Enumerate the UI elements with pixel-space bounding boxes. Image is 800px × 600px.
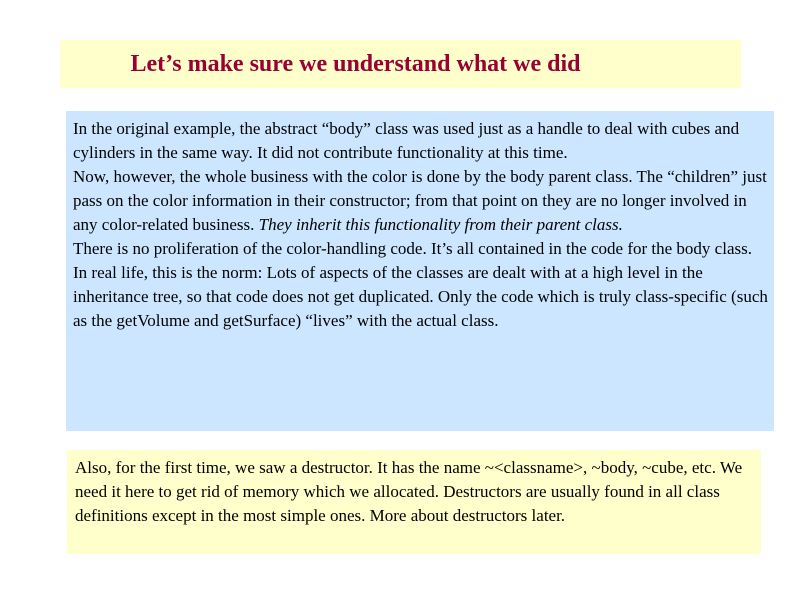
title-banner [60,40,741,88]
destructor-note-box [67,450,761,554]
paragraph-real-life: In real life, this is the norm: Lots of aspects of the classes are dealt with at a high level in the inheritance tree, so that code does not get duplicated. Only the code which is truly class-specific (such as the getVolume and getSurface) “lives” with the actual class. [73,263,768,330]
paragraph-color-business [73,165,768,237]
paragraph-no-proliferation: There is no proliferation of the color-handling code. It’s all contained in the code for the body class. [73,239,752,258]
paragraph-destructor: Also, for the first time, we saw a destructor. It has the name ~<classname>, ~body, ~cube, etc. We need it here to get rid of memory which we allocated. Destructors are usually found in all class definitions except in the most simple ones. More about destructors later. [75,458,743,525]
paragraph-inherit-emphasis: They inherit this functionality from their parent class. [258,215,623,234]
main-text-box [66,111,774,431]
paragraph-original-example: In the original example, the abstract “body” class was used just as a handle to deal with cubes and cylinders in the same way. It did not contribute functionality at this time. [73,119,740,162]
paragraph-color-business-text: Now, however, the whole business with the color is done by the body parent class. The “children” just pass on the color information in their constructor; from that point on they are no longer involved in any color-related business. [73,167,767,234]
slide-title: Let’s make sure we understand what we did [130,50,581,77]
